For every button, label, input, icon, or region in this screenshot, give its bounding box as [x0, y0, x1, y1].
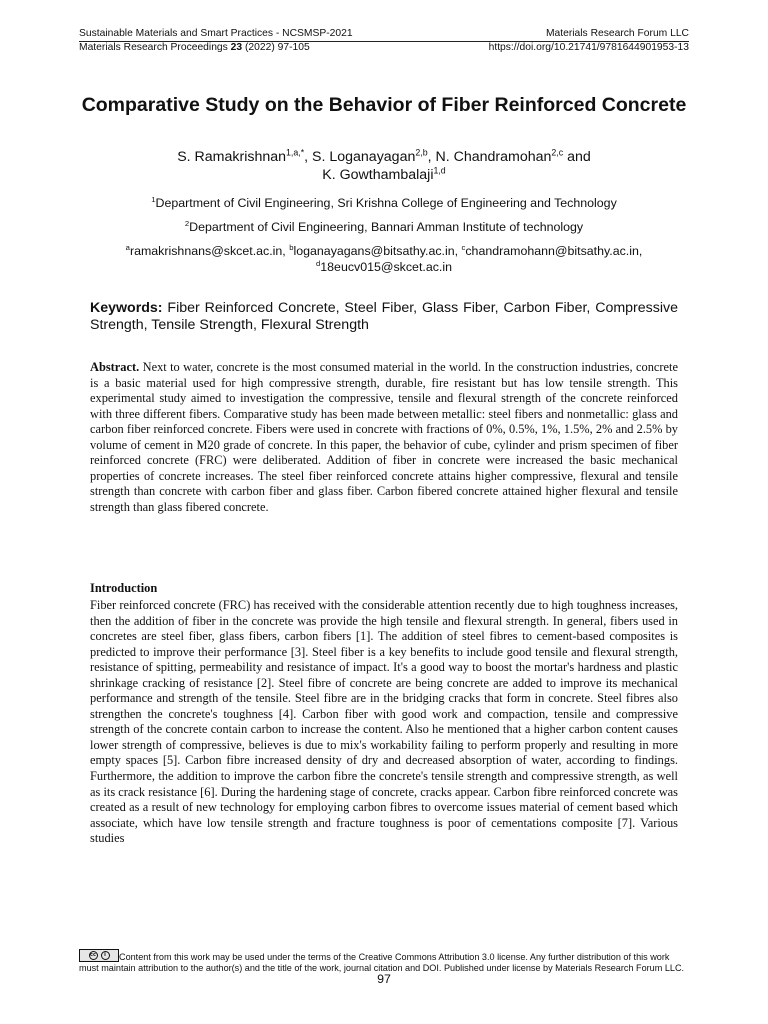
- author-list: S. Ramakrishnan$^{1,a,*}$, S. Loganayagan$^{2,b}$, N. Chandramohan$^{2,c}$ and K. Gowthambalaji$^{1,d}$: [177, 147, 591, 183]
- running-header-top: [79, 28, 689, 40]
- page-number: 97: [377, 972, 391, 986]
- cc-mark-icon: cc: [90, 952, 96, 958]
- affiliation-2: $^2$Department of Civil Engineering, Bannari Amman Institute of technology: [184, 218, 584, 234]
- keywords: [90, 300, 678, 334]
- volume-number: 23: [230, 42, 243, 53]
- license-notice: Content from this work may be used under the terms of the Creative Commons Attribution 3.0 license. Any further distribution of this work must maintain attribution to the author(s) and the title of the work, journal citation and DOI. Published under license by Materials Research Forum LLC.: [79, 952, 685, 973]
- running-header-bottom: [79, 42, 689, 54]
- attribution-icon: i: [101, 951, 110, 960]
- email-link[interactable]: 18eucv015@skcet.ac.in: [320, 260, 453, 274]
- keywords-label: Keywords:: [90, 300, 163, 316]
- introduction-text: Fiber reinforced concrete (FRC) has received with the considerable attention recently due to high toughness increases, then the addition of fiber in the concrete was provide the high tensile and flexural strength. In general, fibers used in concretes are steel fiber, glass fibers, carbon fibers [1]. The addition of steel fibres to cement-based composites is predicted to improve their performance [3]. Steel fiber is a key benefits to include good tensile and flexural strength, resistance of spitting, permeability and resistance of impact. It's a good way to boost the mortar's hardness and plastic shrinkage cracking of resistance [2]. Steel fibre of concrete are being concrete are added to improve its mechanical performance and strength of the tensile. Steel fibre are in the bridging cracks that form in concrete. Steel fibres also strengthen the concrete's toughness [4]. Carbon fiber with good work and compaction, tensile and compressive strength of the concrete contain carbon to increase the content. Also he mentioned that a higher carbon content causes lower strength of compressive, believes is due to mix's workability failing to perform properly and resulting in more empty spaces [5]. Carbon fibre increased density of dry and decreased absorption of water, according to findings. Furthermore, the addition to improve the carbon fibre the concrete's tensile strength and compressive strength, as well as its crack resistance [6]. During the hardening stage of concrete, cracks appear. Carbon fibre reinforced concrete was created as a result of new technology for employing carbon fibres to overcome issues material of cement based which associate, which have low tensile strength and fracture toughness is poor of cementations composite [7]. Various studies: [90, 598, 678, 846]
- email-link[interactable]: ramakrishnans@skcet.ac.in,: [129, 244, 290, 258]
- doi-link[interactable]: https://doi.org/10.21741/9781644901953-13: [488, 42, 689, 53]
- abstract-label: Abstract.: [90, 360, 140, 374]
- publisher-name: Materials Research Forum LLC: [545, 28, 689, 39]
- conference-name: Sustainable Materials and Smart Practices - NCSMSP-2021: [79, 28, 353, 39]
- abstract-text: Next to water, concrete is the most consumed material in the world. In the construction industries, concrete is a basic material used for high compressive strength, durable, fire resistant but has low tensile strength. This experimental study aimed to investigation the compressive, tensile and flexural strength of the concrete reinforced with three different fibers. Comparative study has been made between metallic: steel fibers and nonmetallic: glass and carbon fiber reinforced concrete. Fibers were used in concrete with fractions of 0%, 0.5%, 1%, 1.5%, 2% and 2.5% by volume of cement in M20 grade of concrete. In this paper, the behavior of cube, cylinder and prism specimen of fiber reinforced concrete (FRC) were deliberated. Addition of fiber in concrete were increased the basic mechanical properties of concrete increases. The steel fiber reinforced concrete attains higher compressive, flexural and tensile strength than concrete with carbon fiber and glass fiber. Carbon fibered concrete attained higher flexural and tensile strength than glass fibered concrete.: [90, 360, 678, 514]
- paper-title: Comparative Study on the Behavior of Fiber Reinforced Concrete: [81, 94, 687, 116]
- email-link[interactable]: chandramohann@bitsathy.ac.in,: [465, 244, 643, 258]
- introduction-heading: Introduction: [90, 581, 158, 595]
- affiliation-1: $^1$Department of Civil Engineering, Sri Krishna College of Engineering and Technology: [151, 194, 617, 210]
- abstract: [90, 360, 678, 515]
- keywords-text: Fiber Reinforced Concrete, Steel Fiber, Glass Fiber, Carbon Fiber, Compressive Strength, Tensile Strength, Flexural Strength: [90, 300, 678, 333]
- proceedings-citation: Materials Research Proceedings 23 (2022) 97-105: [79, 42, 310, 53]
- email-link[interactable]: loganayagans@bitsathy.ac.in,: [293, 244, 462, 258]
- author-emails: $^a$ramakrishnans@skcet.ac.in, $^b$loganayagans@bitsathy.ac.in, $^c$chandramohann@bitsathy.ac.in, $^d$18eucv015@skcet.ac.in: [125, 242, 643, 274]
